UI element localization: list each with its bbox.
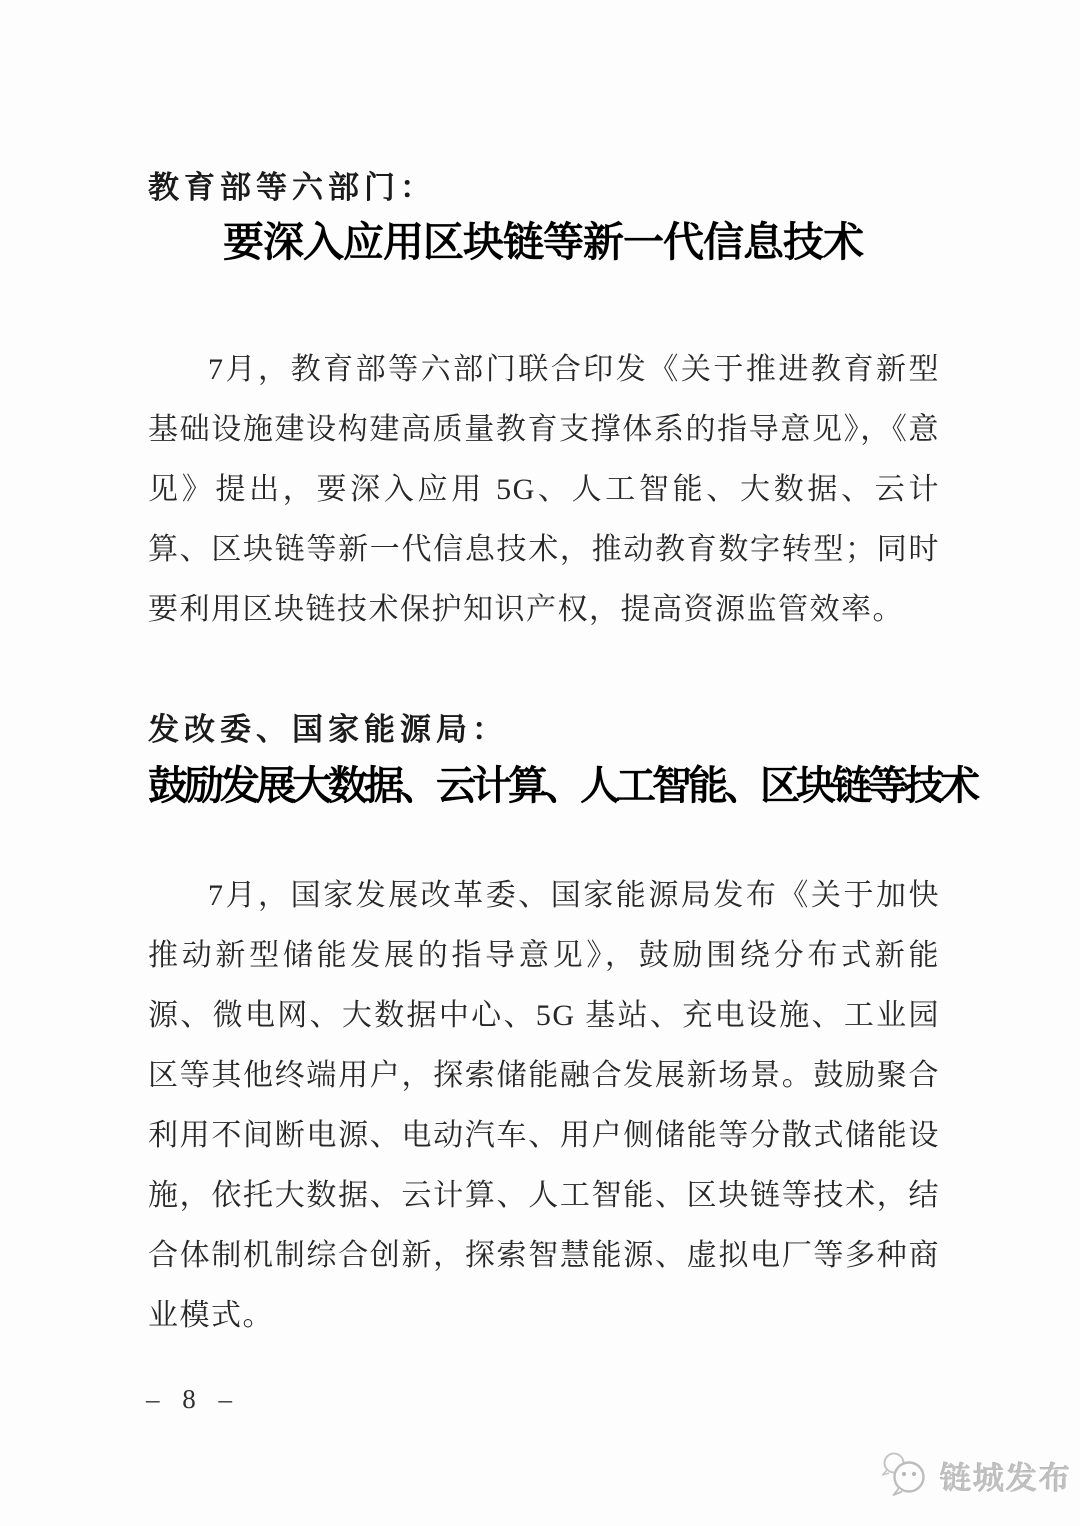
section2-kicker: 发改委、国家能源局：	[148, 712, 508, 747]
section1-body-paragraph: 7月，教育部等六部门联合印发《关于推进教育新型基础设施建设构建高质量教育支撑体系的指导意见》，《意见》提出，要深入应用 5G、人工智能、大数据、云计算、区块链等新一代信息技术，推动教育数字转型；同时要利用区块链技术保护知识产权，提高资源监管效率。	[148, 353, 940, 626]
page-number: – 8 –	[146, 1384, 240, 1414]
section2-title: 鼓励发展大数据、云计算、人工智能、区块链等技术	[148, 763, 976, 808]
watermark-label: 链城发布	[940, 1460, 1072, 1496]
watermark	[878, 1450, 1072, 1500]
section2-body-paragraph: 7月，国家发展改革委、国家能源局发布《关于加快推动新型储能发展的指导意见》，鼓励围绕分布式新能源、微电网、大数据中心、5G 基站、充电设施、工业园区等其他终端用户，探索储能融合发展新场景。鼓励聚合利用不间断电源、电动汽车、用户侧储能等分散式储能设施，依托大数据、云计算、人工智能、区块链等技术，结合体制机制综合创新，探索智慧能源、虚拟电厂等多种商业模式。	[148, 879, 940, 1332]
section1-kicker: 教育部等六部门：	[148, 170, 436, 205]
wechat-logo-icon	[878, 1450, 934, 1500]
section1-title: 要深入应用区块链等新一代信息技术	[223, 219, 863, 265]
